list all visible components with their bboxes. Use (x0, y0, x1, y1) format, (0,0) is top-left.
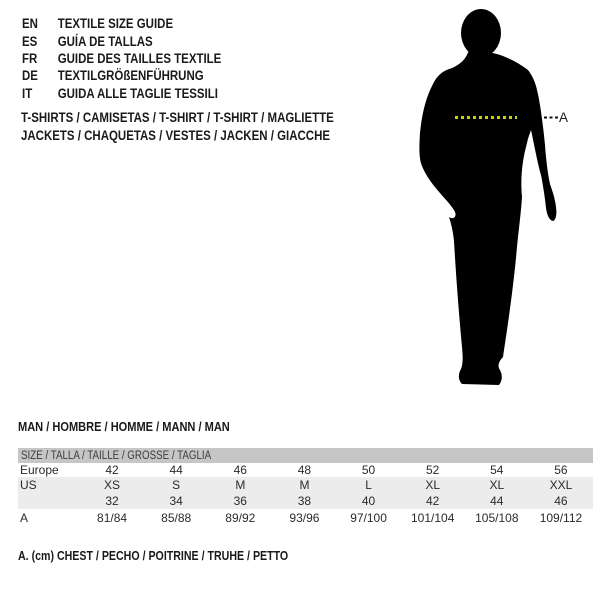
size-value: 109/112 (539, 511, 583, 525)
size-value: 54 (490, 463, 504, 477)
language-title: GUÍA DE TALLAS (57, 33, 153, 49)
silhouette-head (461, 9, 501, 57)
size-value: 44 (169, 463, 183, 477)
size-value: L (365, 478, 372, 492)
language-code: DE (22, 68, 38, 84)
size-value: 101/104 (410, 511, 455, 525)
size-table-header (18, 448, 593, 463)
row-label: Europe (20, 463, 59, 477)
size-value: XS (104, 478, 121, 492)
size-value: 97/100 (350, 511, 387, 525)
size-value: XL (425, 478, 441, 492)
size-value: 42 (426, 494, 440, 508)
size-value: 38 (297, 494, 312, 508)
garment-categories (21, 109, 334, 144)
language-code: IT (22, 85, 33, 101)
language-row-it (22, 85, 221, 102)
size-table (18, 448, 593, 527)
size-value: XXL (549, 478, 573, 492)
language-row-en (22, 15, 221, 32)
size-value: M (299, 478, 310, 492)
size-value: S (172, 478, 181, 492)
measurement-footnote: A. (cm) CHEST / PECHO / POITRINE / TRUHE / PETTO (18, 549, 289, 563)
table-row-chest-cm (18, 509, 593, 527)
row-label: US (20, 478, 37, 492)
size-value: 93/96 (289, 511, 320, 525)
row-label: A (20, 511, 29, 525)
language-title-list (22, 15, 221, 102)
language-code: ES (22, 33, 38, 49)
size-value: 50 (361, 463, 376, 477)
size-value: 36 (233, 494, 247, 508)
size-value: 46 (554, 494, 568, 508)
size-value: 56 (554, 463, 568, 477)
size-value: 32 (105, 494, 119, 508)
category-jackets: JACKETS / CHAQUETAS / VESTES / JACKEN / GIACCHE (21, 127, 331, 143)
size-value: 40 (361, 494, 376, 508)
size-value: 89/92 (225, 511, 256, 525)
language-title: TEXTILE SIZE GUIDE (57, 16, 174, 32)
size-value: XL (489, 478, 505, 492)
size-value: 46 (233, 463, 247, 477)
section-title-man: MAN / HOMBRE / HOMME / MANN / MAN (18, 419, 230, 434)
size-value: 52 (426, 463, 440, 477)
category-tshirts: T-SHIRTS / CAMISETAS / T-SHIRT / T-SHIRT / MAGLIETTE (21, 110, 334, 126)
language-code: FR (22, 50, 38, 66)
size-table-header-label: SIZE / TALLA / TAILLE / GRÖSSE / TAGLIA (21, 449, 212, 462)
size-value: 48 (297, 463, 312, 477)
size-value: 105/108 (475, 511, 519, 525)
measure-label-a: A (559, 110, 569, 125)
size-value: 34 (169, 494, 183, 508)
size-value: 81/84 (97, 511, 128, 525)
table-row-europe (18, 463, 593, 477)
language-row-fr (22, 50, 221, 67)
language-row-es (22, 32, 221, 49)
language-row-de (22, 67, 221, 84)
size-value: 42 (105, 463, 119, 477)
size-value: 85/88 (161, 511, 192, 525)
size-value: 44 (490, 494, 504, 508)
language-title: GUIDA ALLE TAGLIE TESSILI (57, 85, 218, 101)
man-silhouette-figure (413, 5, 565, 397)
table-row-us-numeric (18, 493, 593, 509)
size-value: M (235, 478, 246, 492)
language-code: EN (22, 16, 38, 32)
silhouette-body (419, 50, 556, 385)
table-row-us (18, 477, 593, 493)
language-title: TEXTILGRÖßENFÜHRUNG (57, 68, 204, 84)
language-title: GUIDE DES TAILLES TEXTILE (57, 50, 222, 66)
